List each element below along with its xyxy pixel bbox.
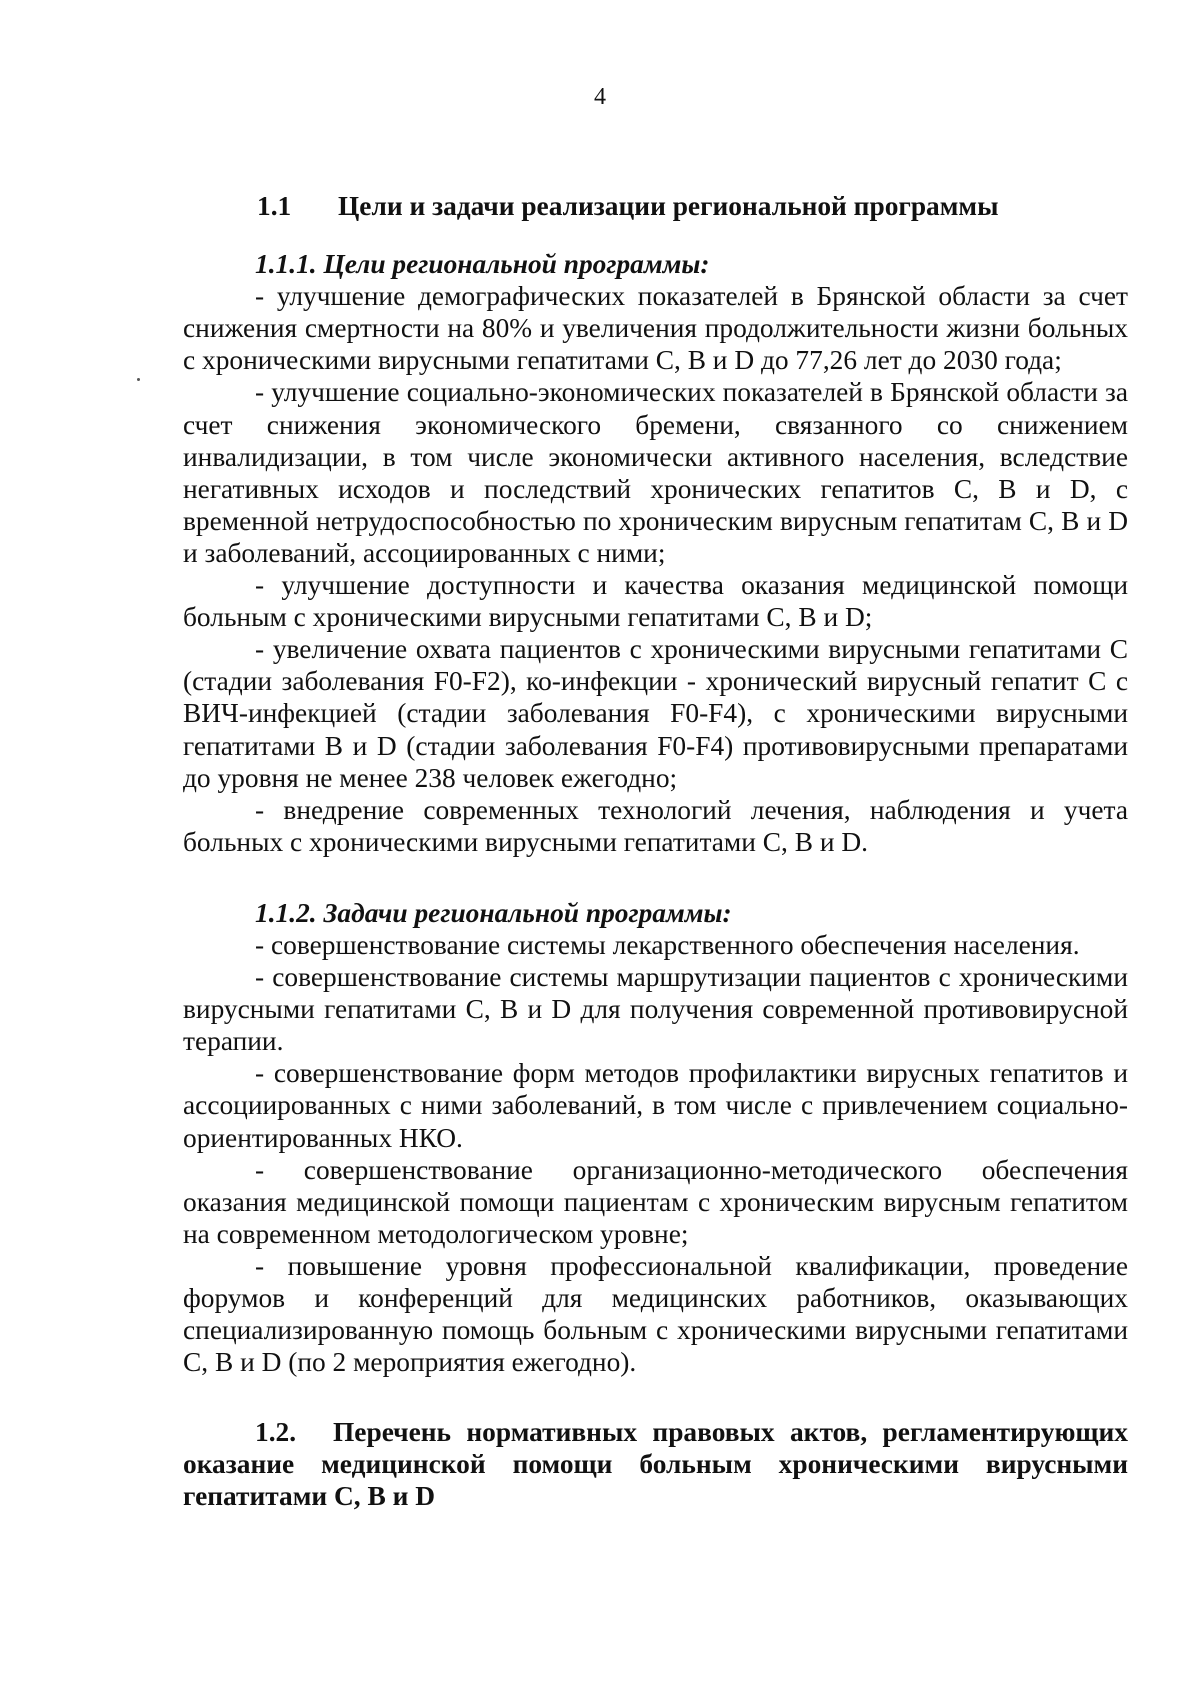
page-number: 4 (594, 84, 606, 110)
subsection-heading-tasks: 1.1.2. Задачи региональной программы: (255, 897, 732, 928)
subsection-heading-goals: 1.1.1. Цели региональной программы: (255, 249, 710, 280)
scan-speck (137, 378, 140, 381)
task-item: - совершенствование форм методов профилактики вирусных гепатитов и ассоциированных с ними заболеваний, в том числе с привлечением социально-ориентированных НКО. (183, 1058, 1128, 1153)
section-heading-1-2 (183, 1416, 1128, 1512)
task-item: - совершенствование системы лекарственного обеспечения населения. (255, 929, 1080, 960)
section-heading-1-1 (183, 190, 1128, 222)
goal-item: - улучшение демографических показателей в Брянской области за счет снижения смертности на 80% и увеличения продолжительности жизни больных с хроническими вирусными гепатитами С, В и D до 77,26 лет до 2030 года; (183, 281, 1128, 376)
section-number: 1.2. (255, 1417, 297, 1448)
task-item: - повышение уровня профессиональной квалификации, проведение форумов и конференций для медицинских работников, оказывающих специализированную помощь больным с хроническими вирусными гепатитами С, В и D (по 2 мероприятия ежегодно). (183, 1250, 1128, 1378)
goal-item: - увеличение охвата пациентов с хроническими вирусными гепатитами С (стадии заболевания F0-F2), ко-инфекции - хронический вирусный гепатит С с ВИЧ-инфекцией (стадии заболевания F0-F4), с хроническими вирусными гепатитами В и D (стадии заболевания F0-F4) противовирусными препаратами до уровня не менее 238 человек ежегодно; (183, 634, 1128, 793)
section-title: Цели и задачи реализации региональной программы (338, 191, 999, 221)
goal-item: - внедрение современных технологий лечения, наблюдения и учета больных с хроническими вирусными гепатитами С, В и D. (183, 794, 1128, 857)
document-body (183, 190, 1128, 1513)
task-item: - совершенствование организационно-методического обеспечения оказания медицинской помощи пациентам с хроническим вирусным гепатитом на современном методологическом уровне; (183, 1154, 1128, 1249)
goal-item: - улучшение доступности и качества оказания медицинской помощи больным с хроническими вирусными гепатитами С, В и D; (183, 570, 1128, 633)
goal-item: - улучшение социально-экономических показателей в Брянской области за счет снижения экономического бремени, связанного со снижением инвалидизации, в том числе экономически активного населения, вследствие негативных исходов и последствий хронических гепатитов С, В и D, с временной нетрудоспособностью по хроническим вирусным гепатитам С, В и D и заболеваний, ассоциированных с ними; (183, 377, 1128, 568)
section-number: 1.1 (257, 191, 292, 221)
task-item: - совершенствование системы маршрутизации пациентов с хроническими вирусными гепатитами С, В и D для получения современной противовирусной терапии. (183, 962, 1128, 1057)
section-title: Перечень нормативных правовых актов, регламентирующих оказание медицинской помощи больным хроническими вирусными гепатитами С, В и D (183, 1417, 1128, 1512)
